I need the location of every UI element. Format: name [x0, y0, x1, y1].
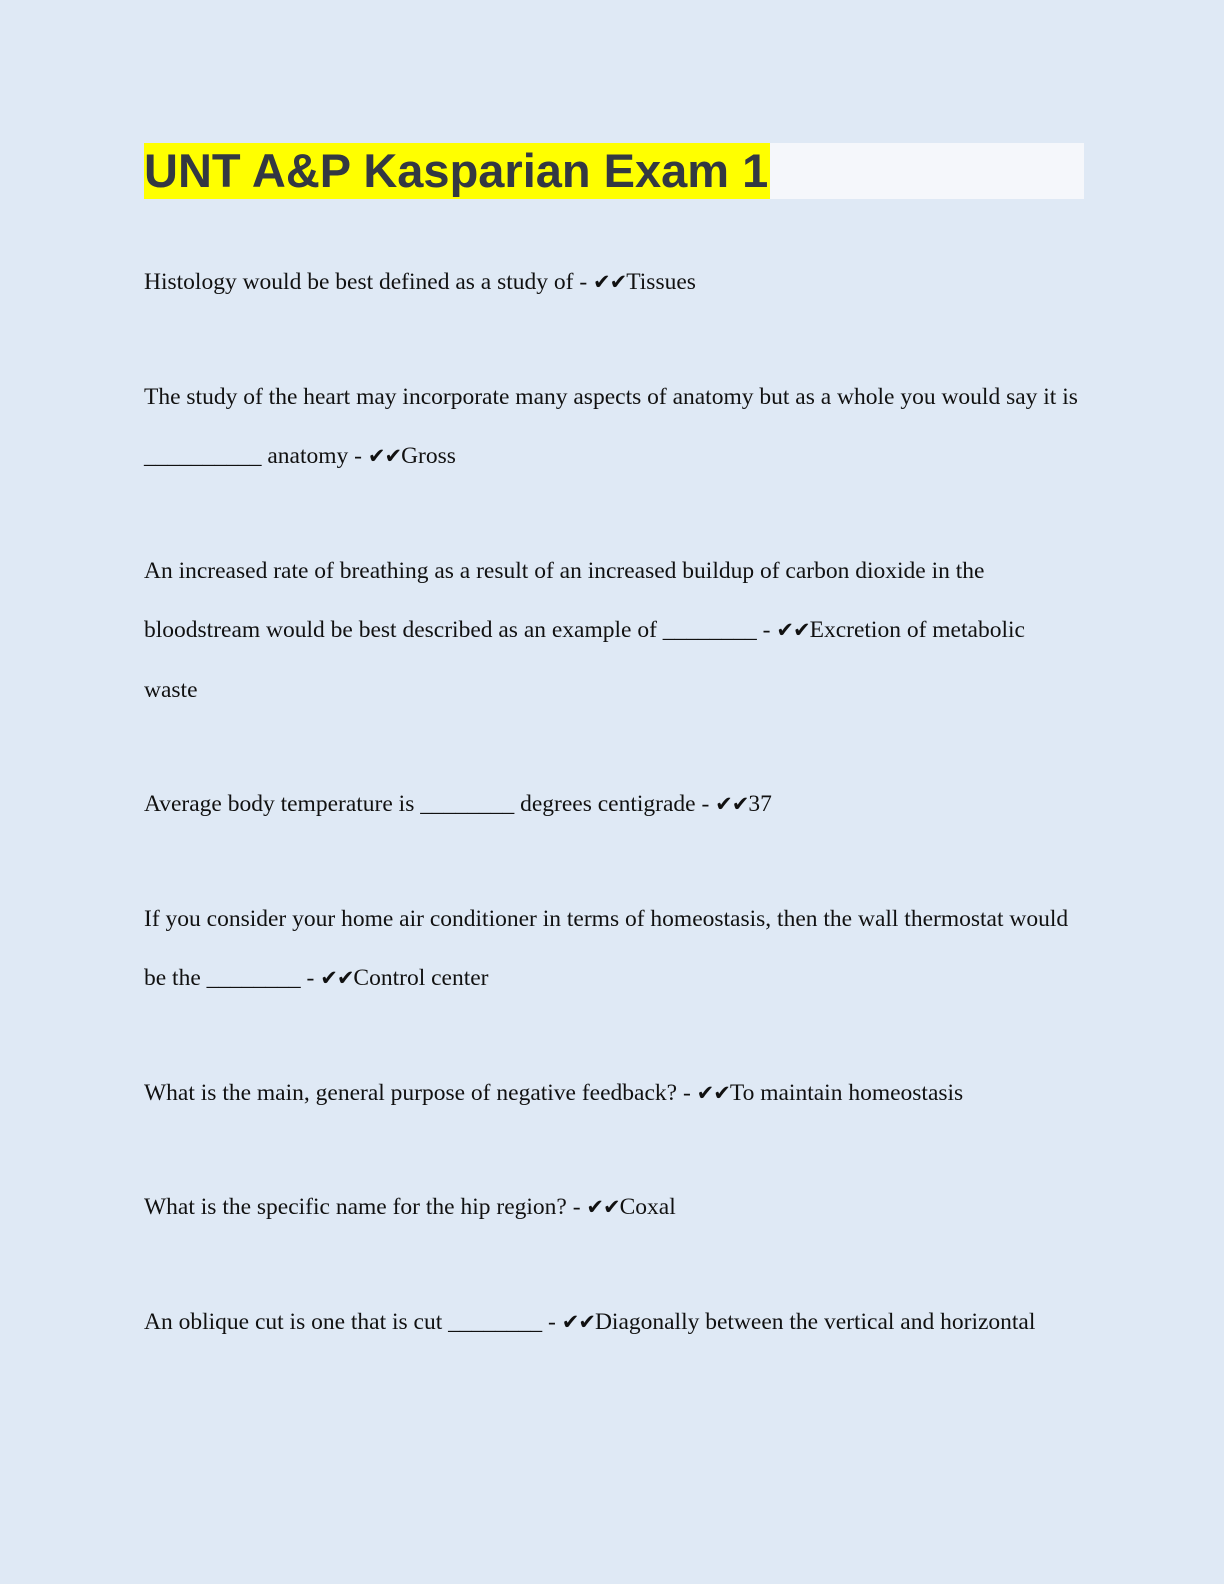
- qa-item: [144, 1064, 1084, 1124]
- answer-text: Diagonally between the vertical and horizontal: [594, 1308, 1036, 1335]
- qa-item: [144, 253, 1084, 313]
- qa-item: [144, 1293, 1084, 1353]
- question-text: An increased rate of breathing as a result of an increased buildup of carbon dioxide in the bloodstream would be best described as an example of ________ -: [144, 557, 985, 643]
- title-bar: [144, 143, 1084, 199]
- qa-item: [144, 368, 1084, 487]
- question-text: An oblique cut is one that is cut ________ -: [144, 1308, 562, 1335]
- qa-list: [144, 253, 1084, 1352]
- answer-text: Tissues: [626, 269, 696, 295]
- document-title: UNT A&P Kasparian Exam 1: [144, 144, 769, 197]
- answer-text: Coxal: [619, 1194, 676, 1220]
- question-text: What is the main, general purpose of negative feedback? -: [144, 1079, 697, 1106]
- check-icon: ✔✔: [776, 618, 810, 642]
- qa-item: [144, 542, 1084, 721]
- answer-text: 37: [748, 791, 772, 817]
- check-icon: ✔✔: [586, 1195, 620, 1219]
- answer-text: Gross: [401, 443, 456, 469]
- qa-item: [144, 775, 1084, 835]
- check-icon: ✔✔: [367, 444, 402, 468]
- check-icon: ✔✔: [715, 792, 749, 816]
- qa-item: [144, 1178, 1084, 1238]
- answer-text: To maintain homeostasis: [729, 1079, 964, 1106]
- question-text: Histology would be best defined as a study of -: [144, 269, 594, 295]
- check-icon: ✔✔: [696, 1080, 730, 1105]
- question-text: The study of the heart may incorporate many aspects of anatomy but as a whole you would say it is __________ anatomy -: [144, 383, 1078, 469]
- question-text: If you consider your home air conditioner in terms of homeostasis, then the wall thermostat would be the ________ -: [144, 905, 1069, 991]
- answer-text: Excretion of metabolic waste: [144, 617, 1025, 703]
- check-icon: ✔✔: [561, 1309, 595, 1334]
- question-text: What is the specific name for the hip region? -: [144, 1194, 587, 1220]
- check-icon: ✔✔: [593, 270, 627, 294]
- check-icon: ✔✔: [320, 966, 354, 990]
- document-page: [144, 143, 1084, 1407]
- qa-item: [144, 890, 1084, 1009]
- answer-text: Control center: [353, 965, 489, 991]
- question-text: Average body temperature is ________ degrees centigrade -: [144, 791, 716, 817]
